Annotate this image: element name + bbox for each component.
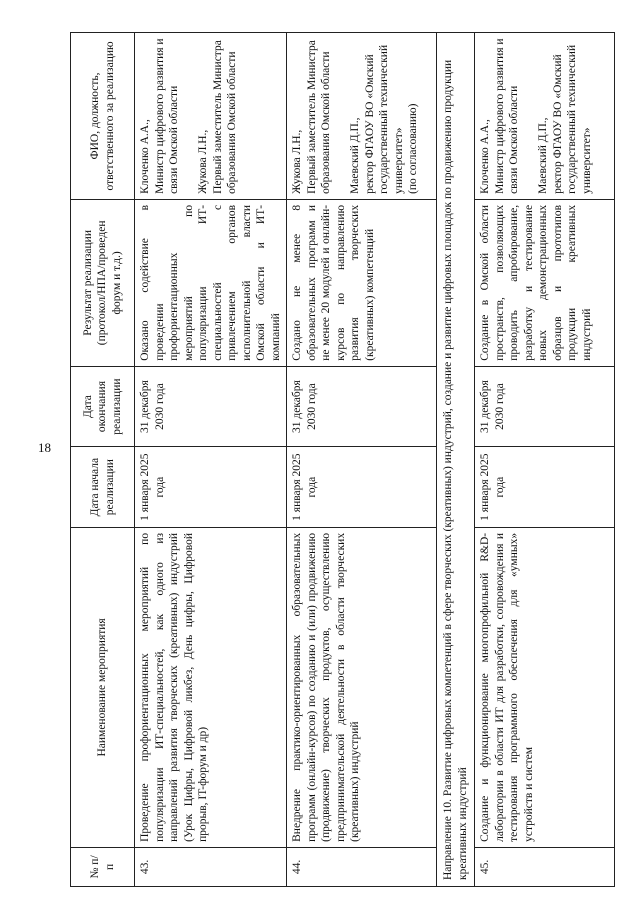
row-result: Оказано содействие в проведении профориентационных мероприятий по популяризации ИТ-специальностей с привлечением органов исполнительной власти Омской области и ИТ-компаний [135,199,287,366]
header-result: Результат реализации (протокол/НПА/проведен форум и т.д.) [71,199,135,366]
row-start: 1 января 2025 года [475,447,615,528]
section-row [437,33,475,887]
owner-line: (по согласованию) [407,103,419,194]
header-start: Дата начала реализации [71,447,135,528]
table-row [475,33,615,887]
owner-line: Министр цифрового развития и связи Омской области [153,38,180,194]
owner-line: Маевский Д.П., [349,117,361,194]
row-end: 31 декабря 2030 года [287,366,437,447]
owner-line: ректор ФГАОУ ВО «Омский государственный технический университет» [551,44,593,194]
row-end: 31 декабря 2030 года [475,366,615,447]
row-num: 43. [135,847,287,886]
section-heading: Направление 10. Развитие цифровых компетенций в сфере творческих (креативных) индустрий, создание и развитие цифровых площадок по продвижению продукции креативных индустрий [437,33,475,887]
header-num: № п/п [71,847,135,886]
row-num: 44. [287,847,437,886]
owner-line [522,38,537,194]
owner-line: Первый заместитель Министра образования Омской области [305,40,332,194]
owner-line: Первый заместитель Министра образования Омской области [211,40,238,194]
owner-line: Клоченко А.А., [479,119,491,194]
row-num: 45. [475,847,615,886]
row-start: 1 января 2025 года [135,447,287,528]
row-name: Проведение профориентационных мероприятий по популяризации ИТ-специальностей, как одного из направлений развития творческих (креативных) индустрий (Урок Цифры, Цифровой ликбез, День цифры, Цифровой прорыв, IT-форум и др) [135,527,287,847]
owner-line [334,38,349,194]
owner-line: Жукова Л.Н., [197,129,209,194]
header-end: Дата окончания реализации [71,366,135,447]
table-row [135,33,287,887]
row-name: Создание и функционирование многопрофильной R&D-лаборатории в области ИТ для разработки, сопровождения и тестирования программного обеспечения для «умных» устройств и систем [475,527,615,847]
owner-line: Клоченко А.А., [139,119,151,194]
owner-line: Маевский Д.П., [537,117,549,194]
row-result: Создано не менее 8 образовательных программ и не менее 20 модулей и онлайн-курсов по направлению развития творческих (креативных) компетенций [287,199,437,366]
header-name: Наименование мероприятия [71,527,135,847]
owner-line: Министр цифрового развития и связи Омской области [493,38,520,194]
row-end: 31 декабря 2030 года [135,366,287,447]
row-start: 1 января 2025 года [287,447,437,528]
row-owner [135,33,287,200]
table-row [287,33,437,887]
row-owner [287,33,437,200]
owner-line [182,38,197,194]
page-number: 18 [38,440,51,455]
owner-line: ректор ФГАОУ ВО «Омский государственный технический университет» [363,44,405,194]
row-owner [475,33,615,200]
table-header-row [71,33,135,887]
row-name: Внедрение практико-ориентированных образовательных программ (онлайн-курсов) по созданию и (или) продвижению (продвижение) творческих продуктов, осуществлению предпринимательской деятельности в области творческих (креативных) индустрий [287,527,437,847]
row-result: Создание в Омской области пространств, позволяющих проводить апробирование, разработку и тестирование новых демонстрационных образцов и прототипов продукции креативных индустрий [475,199,615,366]
owner-line: Жукова Л.Н., [291,129,303,194]
measures-table [70,32,615,887]
header-owner: ФИО, должность, ответственного за реализацию [71,33,135,200]
